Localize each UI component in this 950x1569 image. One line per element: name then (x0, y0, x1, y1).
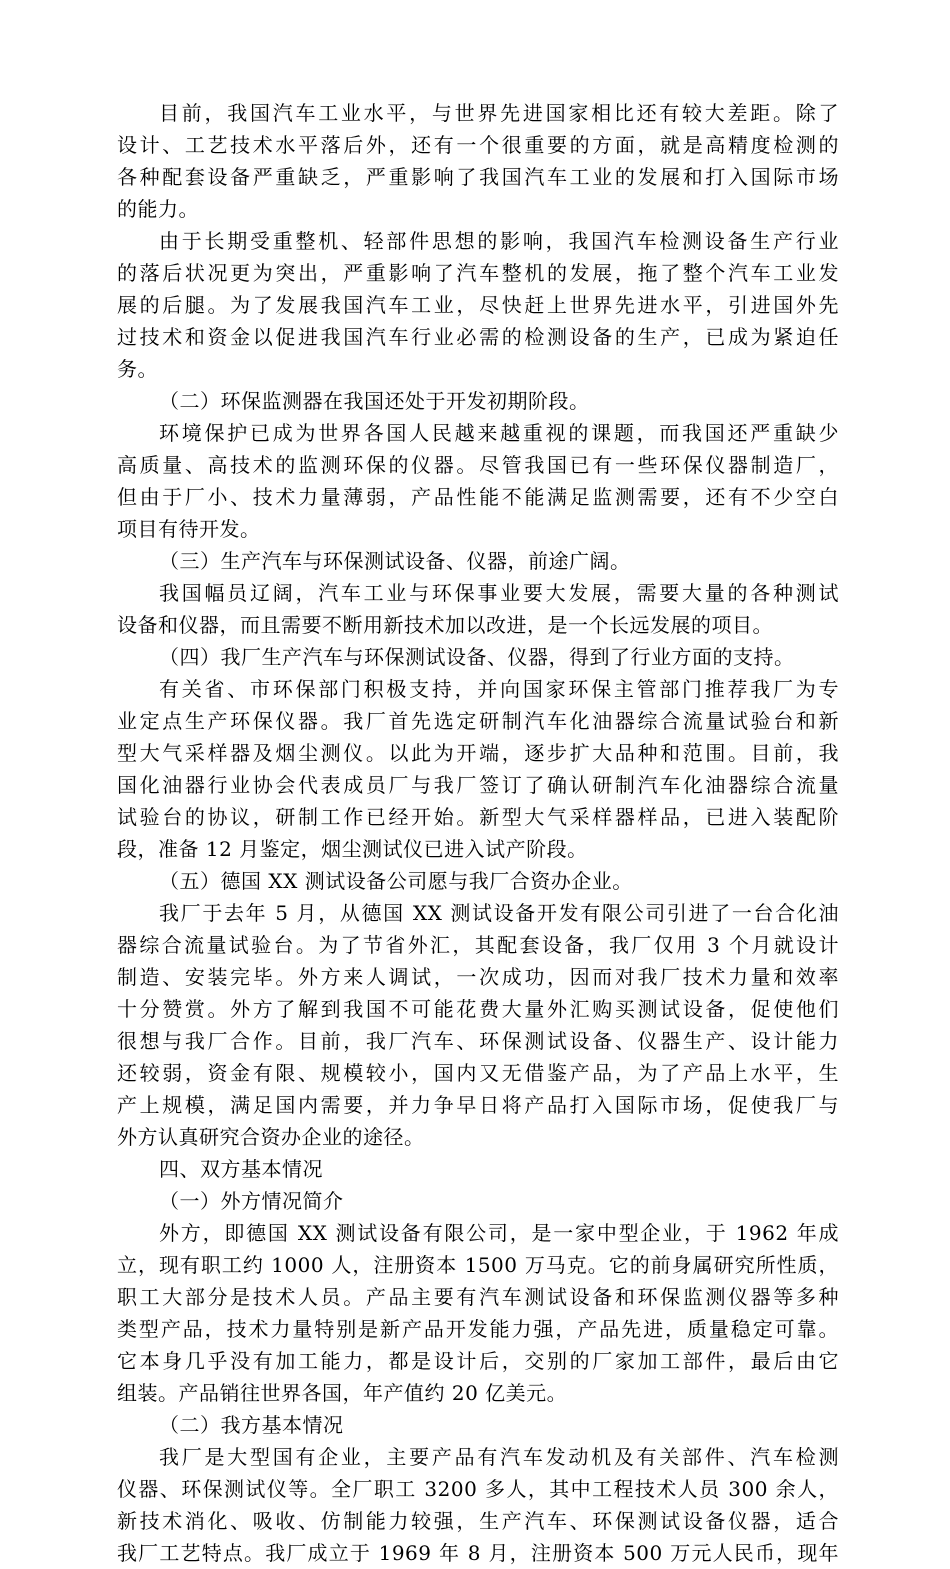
text-line: 外方，即德国 XX 测试设备有限公司，是一家中型企业，于 1962 年成 (159, 1221, 839, 1245)
text-line: 试验台的协议，研制工作已经开始。新型大气采样器样品，已进入装配阶 (117, 805, 839, 829)
text-line: 四、双方基本情况 (159, 1157, 323, 1181)
text-line: 业定点生产环保仪器。我厂首先选定研制汽车化油器综合流量试验台和新 (117, 709, 839, 733)
text-line: 的能力。 (117, 197, 199, 221)
text-line: 展的后腿。为了发展我国汽车工业，尽快赶上世界先进水平，引进国外先 (117, 293, 839, 317)
text-line: 各种配套设备严重缺乏，严重影响了我国汽车工业的发展和打入国际市场 (117, 165, 839, 189)
text-line: 目前，我国汽车工业水平，与世界先进国家相比还有较大差距。除了 (159, 101, 839, 125)
text-line: （四）我厂生产汽车与环保测试设备、仪器，得到了行业方面的支持。 (159, 645, 795, 669)
text-line: 我厂于去年 5 月，从德国 XX 测试设备开发有限公司引进了一台合化油 (159, 901, 839, 925)
text-line: （三）生产汽车与环保测试设备、仪器，前途广阔。 (159, 549, 631, 573)
text-line: 外方认真研究合资办企业的途径。 (117, 1125, 425, 1149)
text-line: 由于长期受重整机、轻部件思想的影响，我国汽车检测设备生产行业 (159, 229, 839, 253)
text-line: 新技术消化、吸收、仿制能力较强，生产汽车、环保测试设备仪器，适合 (117, 1509, 839, 1533)
text-line: 我厂是大型国有企业，主要产品有汽车发动机及有关部件、汽车检测 (159, 1445, 839, 1469)
text-line: 器综合流量试验台。为了节省外汇，其配套设备，我厂仅用 3 个月就设计 (117, 933, 839, 957)
text-line: 产上规模，满足国内需要，并力争早日将产品打入国际市场，促使我厂与 (117, 1093, 839, 1117)
text-line: 还较弱，资金有限、规模较小，国内又无借鉴产品，为了产品上水平，生 (117, 1061, 839, 1085)
text-line: 设备和仪器，而且需要不断用新技术加以改进，是一个长远发展的项目。 (117, 613, 773, 637)
text-line: 的落后状况更为突出，严重影响了汽车整机的发展，拖了整个汽车工业发 (117, 261, 839, 285)
text-line: 它本身几乎没有加工能力，都是设计后，交别的厂家加工部件，最后由它 (117, 1349, 839, 1373)
text-line: 过技术和资金以促进我国汽车行业必需的检测设备的生产，已成为紧迫任 (117, 325, 839, 349)
text-line: 职工大部分是技术人员。产品主要有汽车测试设备和环保监测仪器等多种 (117, 1285, 839, 1309)
text-line: 但由于厂小、技术力量薄弱，产品性能不能满足监测需要，还有不少空白 (117, 485, 839, 509)
text-line: 仪器、环保测试仪等。全厂职工 3200 多人，其中工程技术人员 300 余人， (117, 1477, 839, 1501)
text-line: 环境保护已成为世界各国人民越来越重视的课题，而我国还严重缺少 (159, 421, 839, 445)
text-line: （二）环保监测器在我国还处于开发初期阶段。 (159, 389, 590, 413)
text-line: 国化油器行业协会代表成员厂与我厂签订了确认研制汽车化油器综合流量 (117, 773, 839, 797)
text-line: 设计、工艺技术水平落后外，还有一个很重要的方面，就是高精度检测的 (117, 133, 839, 157)
text-line: 我国幅员辽阔，汽车工业与环保事业要大发展，需要大量的各种测试 (159, 581, 839, 605)
text-line: 制造、安装完毕。外方来人调试，一次成功，因而对我厂技术力量和效率 (117, 965, 839, 989)
text-line: 类型产品，技术力量特别是新产品开发能力强，产品先进，质量稳定可靠。 (117, 1317, 839, 1341)
text-line: 型大气采样器及烟尘测仪。以此为开端，逐步扩大品种和范围。目前，我 (117, 741, 839, 765)
text-line: 项目有待开发。 (117, 517, 261, 541)
text-line: 立，现有职工约 1000 人，注册资本 1500 万马克。它的前身属研究所性质， (117, 1253, 839, 1277)
text-line: 我厂工艺特点。我厂成立于 1969 年 8 月，注册资本 500 万元人民币，现年 (117, 1541, 839, 1565)
text-line: 务。 (117, 357, 158, 381)
text-line: （二）我方基本情况 (159, 1413, 344, 1437)
text-line: （五）德国 XX 测试设备公司愿与我厂合资办企业。 (159, 869, 633, 893)
text-line: 有关省、市环保部门积极支持，并向国家环保主管部门推荐我厂为专 (159, 677, 839, 701)
text-line: 十分赞赏。外方了解到我国不可能花费大量外汇购买测试设备，促使他们 (117, 997, 839, 1021)
text-line: 很想与我厂合作。目前，我厂汽车、环保测试设备、仪器生产、设计能力 (117, 1029, 839, 1053)
text-line: 高质量、高技术的监测环保的仪器。尽管我国已有一些环保仪器制造厂， (117, 453, 839, 477)
text-line: 组装。产品销往世界各国，年产值约 20 亿美元。 (117, 1381, 568, 1405)
text-line: 段，准备 12 月鉴定，烟尘测试仪已进入试产阶段。 (117, 837, 588, 861)
document-body (117, 97, 839, 1569)
text-line: （一）外方情况简介 (159, 1189, 344, 1213)
